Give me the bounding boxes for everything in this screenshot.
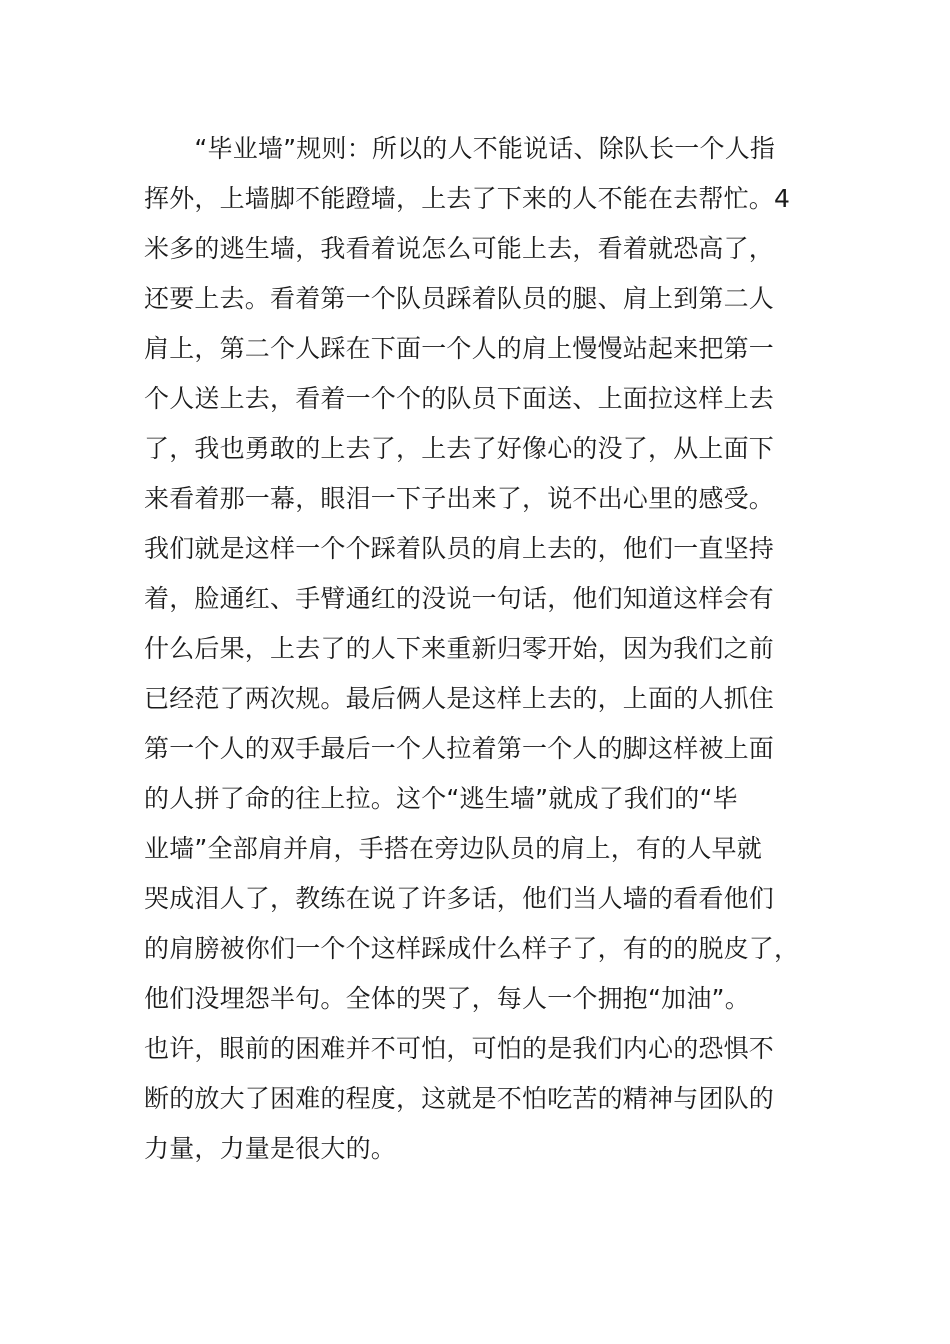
text-line: 着，脸通红、手臂通红的没说一句话，他们知道这样会有 [144, 584, 775, 613]
text-line: 我们就是这样一个个踩着队员的肩上去的，他们一直坚持 [144, 534, 775, 563]
text-line: 了，我也勇敢的上去了，上去了好像心的没了，从上面下 [144, 434, 775, 463]
text-line: 米多的逃生墙，我看着说怎么可能上去，看着就恐高了， [144, 234, 775, 263]
text-line: 的肩膀被你们一个个这样踩成什么样子了，有的的脱皮了， [144, 934, 800, 963]
text-line: 肩上，第二个人踩在下面一个人的肩上慢慢站起来把第一 [144, 334, 775, 363]
text-line: 哭成泪人了，教练在说了许多话，他们当人墙的看看他们 [144, 884, 775, 913]
text-line: 力量，力量是很大的。 [144, 1134, 397, 1163]
paragraph [144, 124, 804, 1174]
text-line: 也许，眼前的困难并不可怕，可怕的是我们内心的恐惧不 [144, 1034, 775, 1063]
text-line: 断的放大了困难的程度，这就是不怕吃苦的精神与团队的 [144, 1084, 775, 1113]
text-line: 来看着那一幕，眼泪一下子出来了，说不出心里的感受。 [144, 484, 775, 513]
text-line: “毕业墙”规则：所以的人不能说话、除队长一个人指 [144, 134, 776, 163]
text-line: 业墙”全部肩并肩，手搭在旁边队员的肩上，有的人早就 [144, 834, 762, 863]
text-line: 还要上去。看着第一个队员踩着队员的腿、肩上到第二人 [144, 284, 775, 313]
text-line: 挥外，上墙脚不能蹬墙，上去了下来的人不能在去帮忙。4 [144, 184, 791, 213]
text-line: 第一个人的双手最后一个人拉着第一个人的脚这样被上面 [144, 734, 775, 763]
text-line: 个人送上去，看着一个个的队员下面送、上面拉这样上去 [144, 384, 775, 413]
text-line: 什么后果，上去了的人下来重新归零开始，因为我们之前 [144, 634, 775, 663]
text-line: 他们没埋怨半句。全体的哭了，每人一个拥抱“加油”。 [144, 984, 750, 1013]
text-line: 的人拼了命的往上拉。这个“逃生墙”就成了我们的“毕 [144, 784, 738, 813]
text-line: 已经范了两次规。最后俩人是这样上去的，上面的人抓住 [144, 684, 775, 713]
